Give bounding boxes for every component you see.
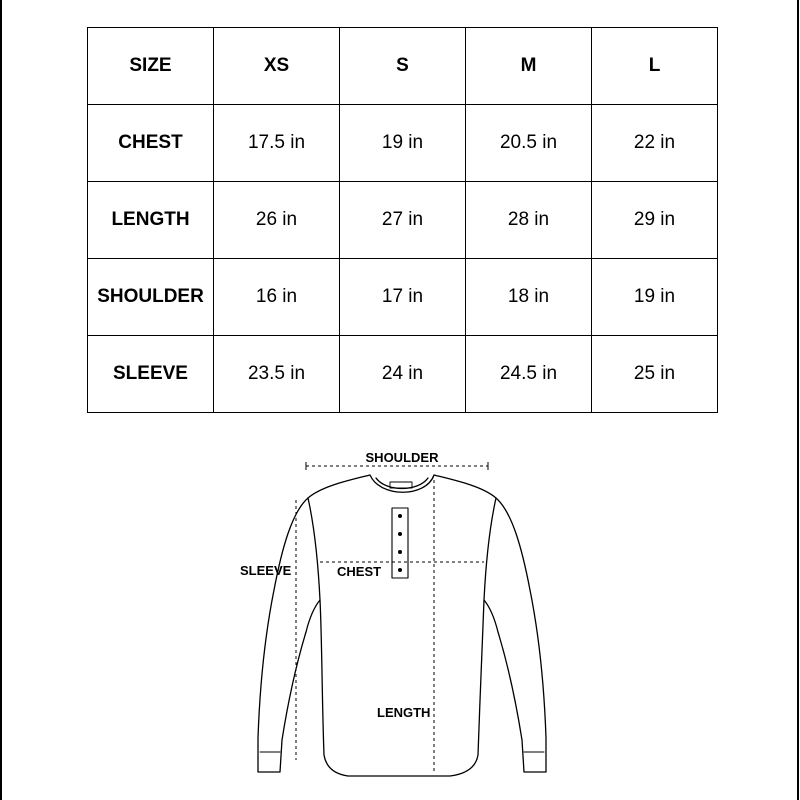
frame-right-border [797,0,799,800]
table-cell: 19 in [340,105,466,182]
shirt-measurement-diagram [230,440,550,800]
table-row-shoulder [88,259,718,336]
table-cell: 18 in [466,259,592,336]
frame-left-border [0,0,2,800]
table-cell: 22 in [592,105,718,182]
header-cell-m: M [466,28,592,105]
table-header-row [88,28,718,105]
table-row-chest [88,105,718,182]
left-sleeve-seam [308,498,320,600]
header-cell-s: S [340,28,466,105]
chest-label: CHEST [337,564,382,579]
placket [392,508,408,578]
right-sleeve-seam [484,498,496,600]
sleeve-label: SLEEVE [240,563,292,578]
collar-inner-line [376,478,428,489]
header-cell-size: SIZE [88,28,214,105]
length-label: LENGTH [377,705,431,720]
table-cell: 25 in [592,336,718,413]
table-cell: 27 in [340,182,466,259]
table-cell: 16 in [214,259,340,336]
row-label-length: LENGTH [88,182,214,259]
table-cell: 24.5 in [466,336,592,413]
header-cell-xs: XS [214,28,340,105]
row-label-sleeve: SLEEVE [88,336,214,413]
button-dot [398,514,402,518]
button-dot [398,532,402,536]
table-cell: 23.5 in [214,336,340,413]
shirt-body-outline [258,475,546,776]
header-cell-l: L [592,28,718,105]
shirt-illustration [258,475,546,776]
row-label-shoulder: SHOULDER [88,259,214,336]
table-cell: 17 in [340,259,466,336]
table-cell: 20.5 in [466,105,592,182]
table-cell: 24 in [340,336,466,413]
table-row-sleeve [88,336,718,413]
size-chart-table [87,27,718,413]
row-label-chest: CHEST [88,105,214,182]
placket-buttons [398,514,402,572]
table-cell: 29 in [592,182,718,259]
button-dot [398,568,402,572]
table-cell: 17.5 in [214,105,340,182]
table-row-length [88,182,718,259]
table-cell: 26 in [214,182,340,259]
shoulder-label: SHOULDER [365,450,439,465]
table-cell: 19 in [592,259,718,336]
button-dot [398,550,402,554]
table-cell: 28 in [466,182,592,259]
